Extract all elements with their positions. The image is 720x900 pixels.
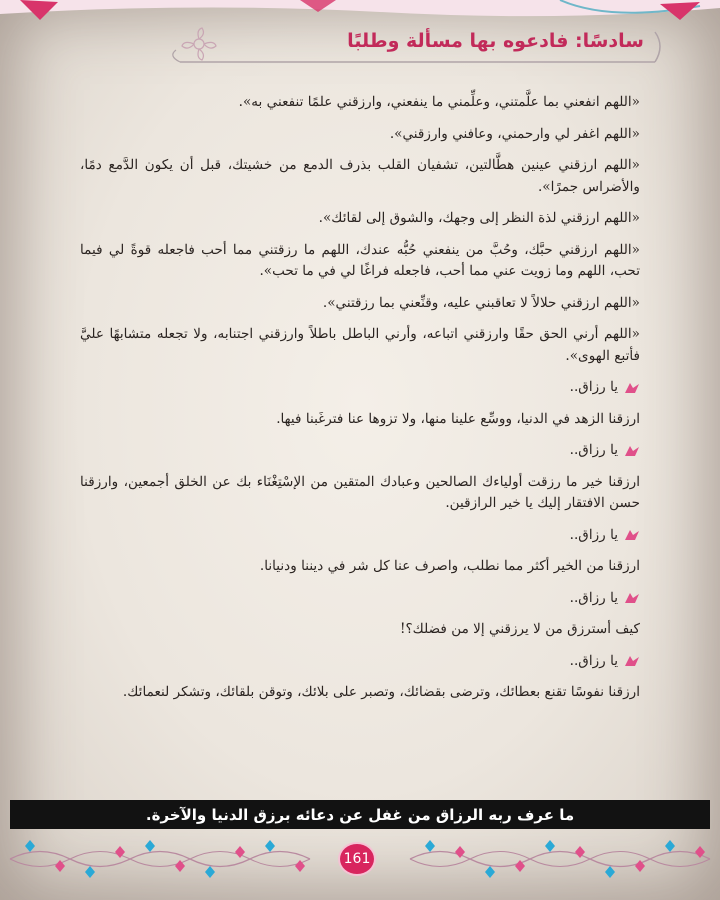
footer-quote: ما عرف ربه الرزاق من غفل عن دعائه برزق الدنيا والآخرة. — [145, 805, 575, 824]
question-paragraph: كيف أسترزق من لا يرزقني إلا من فضلك؟! — [399, 621, 640, 637]
refrain-line — [80, 377, 640, 399]
invocation-paragraph: ارزقنا خير ما رزقت أولياءك الصالحين وعبادك المتقين من الإسْتِغْنَاء بك عن الخلق أجمعين، وارزقنا حسن الافتقار إليك يا خير الرازقين. — [80, 473, 640, 511]
refrain-line — [80, 651, 640, 673]
final-paragraph: ارزقنا نفوسًا تقنع بعطائك، وترضى بقضائك، وتصبر على بلائك، وتوقن بلقائك، وتشكر لنعمائك. — [122, 684, 640, 700]
dua-paragraph: «اللهم ارزقني لذة النظر إلى وجهك، والشوق إلى لقائك». — [318, 210, 640, 226]
pink-hand-icon — [624, 591, 640, 605]
main-content — [80, 92, 640, 714]
footer-quote-bar — [10, 800, 710, 829]
dua-paragraph: «اللهم أرني الحق حقًا وارزقني اتباعه، وأرني الباطل باطلاً وارزقني اجتنابه، ولا تجعله متشابهًا عليَّ فأتبع الهوى». — [80, 326, 640, 364]
pink-hand-icon — [624, 654, 640, 668]
refrain-text: يا رزاق.. — [569, 526, 618, 543]
refrain-text: يا رزاق.. — [569, 589, 618, 606]
pink-hand-icon — [624, 444, 640, 458]
pink-hand-icon — [624, 381, 640, 395]
pink-hand-icon — [624, 528, 640, 542]
refrain-line — [80, 525, 640, 547]
invocation-paragraph: ارزقنا من الخير أكثر مما نطلب، واصرف عنا كل شر في ديننا ودنيانا. — [259, 558, 640, 574]
section-title-frame — [150, 26, 670, 70]
dua-paragraph: «اللهم ارزقني حبَّك، وحُبَّ من ينفعني حُبُّه عندك، اللهم ما رزقتني مما أحب فاجعله قوةً لي فيما تحب، اللهم وما زويت عني مما أحب، فاجعله فراغًا لي في ما تحب». — [80, 241, 640, 279]
invocation-paragraph: ارزقنا الزهد في الدنيا، ووسِّع علينا منها، ولا تزوها عنا فترغَبنا فيها. — [276, 410, 640, 427]
dua-paragraph: «اللهم ارزقني حلالاً لا تعاقبني عليه، وقنِّعني بما رزقتني». — [322, 294, 640, 311]
page-number: 161 — [338, 842, 376, 876]
top-ornament — [0, 0, 720, 22]
refrain-text: يا رزاق.. — [569, 652, 618, 669]
refrain-text: يا رزاق.. — [569, 379, 618, 395]
refrain-text: يا رزاق.. — [569, 442, 618, 458]
refrain-line — [80, 588, 640, 610]
section-title: سادسًا: فادعوه بها مسألة وطلبًا — [347, 30, 644, 52]
dua-paragraph: «اللهم اغفر لي وارحمني، وعافني وارزقني». — [389, 125, 640, 142]
refrain-line — [80, 440, 640, 462]
dua-paragraph: «اللهم انفعني بما علَّمتني، وعلِّمني ما ينفعني، وارزقني علمًا تنفعني به». — [238, 94, 640, 110]
dua-paragraph: «اللهم ارزقني عينين هطَّالتين، تشفيان القلب بذرف الدمع من خشيتك، قبل أن يكون الدَّمع دمًا، والأضراس جمرًا». — [80, 157, 640, 195]
